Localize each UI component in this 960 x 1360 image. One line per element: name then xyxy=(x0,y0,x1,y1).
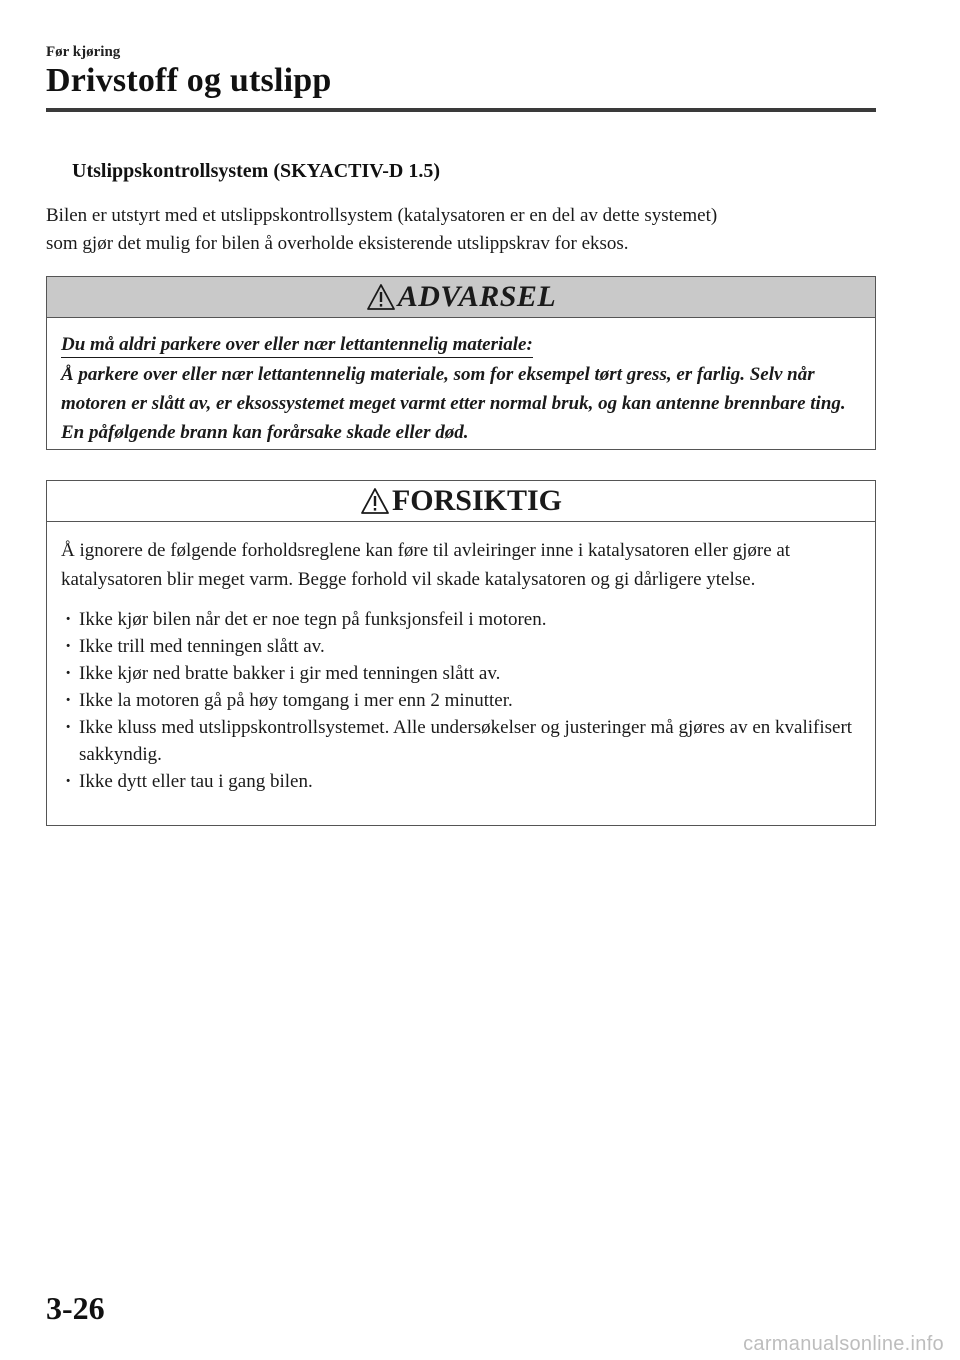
list-item xyxy=(61,633,861,660)
list-item-text: Ikke la motoren gå på høy tomgang i mer enn 2 minutter. xyxy=(79,690,513,711)
watermark-link[interactable]: carmanualsonline.info xyxy=(743,1333,944,1355)
warning-title: ADVARSEL xyxy=(397,280,557,313)
warning-box xyxy=(46,276,876,450)
warning-triangle-icon xyxy=(366,283,398,311)
bullet-dot: · xyxy=(65,663,72,684)
bullet-dot: · xyxy=(65,609,72,630)
section-heading: Utslippskontrollsystem (SKYACTIV-D 1.5) xyxy=(72,160,441,182)
list-item-text: Ikke kluss med utslippskontrollsystemet. Alle undersøkelser og justeringer må gjøres av en kvalifisert sakkyndig. xyxy=(79,717,853,765)
list-item-text: Ikke kjør bilen når det er noe tegn på funksjonsfeil i motoren. xyxy=(79,609,547,630)
bullet-dot: · xyxy=(65,690,72,711)
list-item xyxy=(61,687,861,714)
bullet-dot: · xyxy=(65,636,72,657)
bullet-dot: · xyxy=(65,771,72,792)
intro-paragraph xyxy=(46,202,876,258)
caution-box xyxy=(46,480,876,826)
caution-text: Å ignorere de følgende forholdsreglene kan føre til avleiringer inne i katalysatoren eller gjøre at katalysatoren blir meget varm. Begge forhold vil skade katalysatoren og gi dårligere ytelse. xyxy=(61,540,791,590)
list-item xyxy=(61,768,861,795)
caution-header xyxy=(47,481,875,522)
list-item-text: Ikke trill med tenningen slått av. xyxy=(79,636,325,657)
page-number: 3-26 xyxy=(46,1290,105,1326)
warning-subheading: Du må aldri parkere over eller nær lettantennelig materiale: xyxy=(61,333,533,358)
intro-line-1: Bilen er utstyrt med et utslippskontrollsystem (katalysatoren er en del av dette systemet) xyxy=(46,205,718,226)
list-item xyxy=(61,606,861,633)
list-item-text: Ikke kjør ned bratte bakker i gir med tenningen slått av. xyxy=(79,663,501,684)
title-divider xyxy=(46,108,876,112)
list-item xyxy=(61,714,861,768)
caution-body xyxy=(47,522,875,795)
page-title: Drivstoff og utslipp xyxy=(46,62,332,99)
caution-title: FORSIKTIG xyxy=(391,484,563,517)
caution-bullet-list xyxy=(61,606,861,795)
warning-triangle-icon xyxy=(360,487,392,515)
warning-body xyxy=(47,318,875,447)
warning-text: Å parkere over eller nær lettantennelig materiale, som for eksempel tørt gress, er farlig. Selv når motoren er slått av, er eksossystemet meget varmt etter normal bruk, og kan antenne brennbare ting. En påfølgende brann kan forårsake skade eller død. xyxy=(61,364,846,443)
list-item xyxy=(61,660,861,687)
chapter-label: Før kjøring xyxy=(46,44,121,60)
list-item-text: Ikke dytt eller tau i gang bilen. xyxy=(79,771,313,792)
bullet-dot: · xyxy=(65,717,72,738)
intro-line-2: som gjør det mulig for bilen å overholde eksisterende utslippskrav for eksos. xyxy=(46,233,629,254)
warning-header xyxy=(47,277,875,318)
